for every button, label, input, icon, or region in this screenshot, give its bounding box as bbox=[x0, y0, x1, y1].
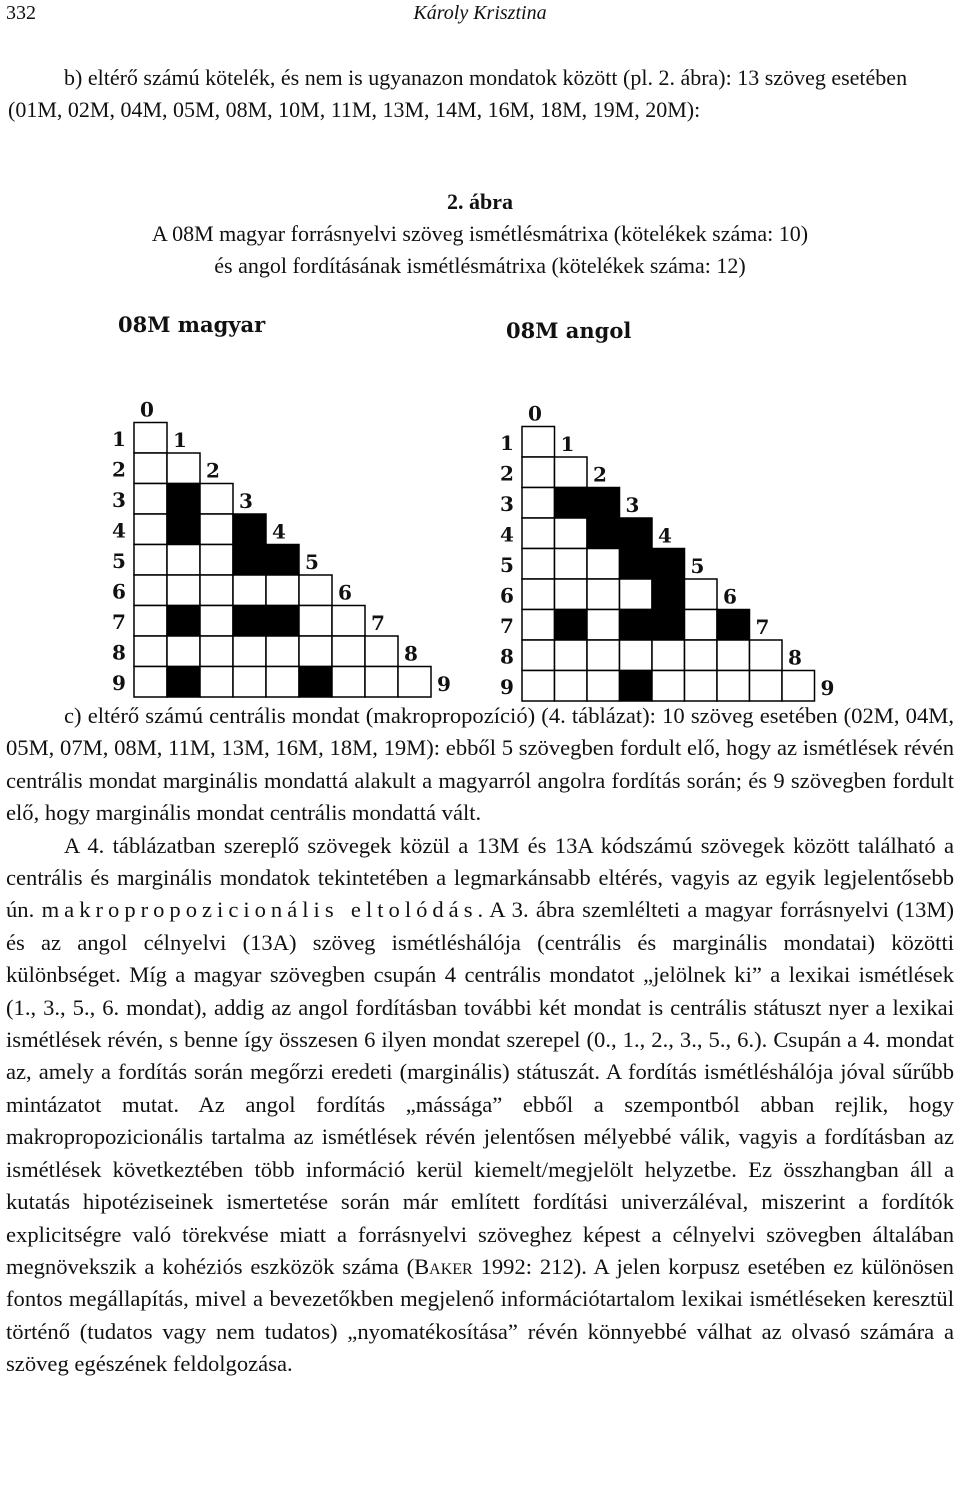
matrix-cell-empty bbox=[233, 575, 266, 606]
matrix-cell-empty bbox=[685, 671, 718, 702]
page-header bbox=[6, 2, 954, 30]
matrix-diagonal-label: 4 bbox=[658, 523, 672, 548]
matrix-panel-angol bbox=[494, 312, 854, 700]
matrix-cell-filled bbox=[233, 545, 266, 576]
matrix-cell-filled bbox=[167, 514, 200, 545]
matrix-cell-empty bbox=[266, 575, 299, 606]
matrix-cell-filled bbox=[620, 671, 653, 702]
matrix-cell-empty bbox=[587, 671, 620, 702]
matrix-cell-empty bbox=[134, 484, 167, 515]
repetition-matrix-angol bbox=[494, 312, 854, 700]
matrix-diagonal-label: 2 bbox=[593, 462, 607, 487]
matrix-row-label: 1 bbox=[112, 427, 126, 451]
matrix-cell-empty bbox=[652, 671, 685, 702]
matrix-cell-filled bbox=[555, 610, 588, 641]
matrix-cell-empty bbox=[365, 636, 398, 667]
matrix-diagonal-label: 0 bbox=[140, 397, 154, 422]
matrix-diagonal-label: 9 bbox=[820, 676, 835, 700]
matrix-row-label: 2 bbox=[112, 457, 126, 482]
matrix-cell-empty bbox=[299, 636, 332, 667]
figure-caption-line-1: A 08M magyar forrásnyelvi szöveg ismétlésmátrixa (kötelékek száma: 10) bbox=[151, 221, 809, 246]
matrix-diagonal-label: 0 bbox=[528, 401, 542, 426]
matrix-cell-empty bbox=[555, 579, 588, 610]
p2-author-baker: Baker bbox=[414, 1253, 473, 1279]
matrix-cell-empty bbox=[134, 545, 167, 576]
matrix-cell-empty bbox=[522, 427, 555, 458]
paragraph-b: b) eltérő számú kötelék, és nem is ugyanazon mondatok között (pl. 2. ábra): 13 szöveg esetében (01M, 02M, 04M, 05M, 08M, 10M, 11M, 13M, 14M, 16M, 18M, 19M, 20M): bbox=[8, 65, 908, 122]
matrix-row-label: 8 bbox=[112, 640, 126, 665]
p2-spaced-term: makropropozicionális eltolódás bbox=[41, 897, 478, 923]
p2-part-c: 1992: 212). A jelen korpusz esetében ez különösen fontos megállapítás, mivel a bevezetőkben megjelenő információtartalom lexikai ismétléseken keresztül történő (tudatos vagy nem tudatos) „nyomatékosítása” révén könnyebbé válhat az olvasó számára a szöveg egészének feldolgozása. bbox=[6, 1253, 954, 1377]
matrix-cell-filled bbox=[620, 610, 653, 641]
matrix-diagonal-label: 7 bbox=[371, 611, 385, 635]
matrix-cell-empty bbox=[685, 640, 718, 671]
matrix-cell-filled bbox=[620, 518, 653, 549]
matrix-cell-empty bbox=[750, 671, 783, 702]
matrix-row-label: 5 bbox=[500, 553, 514, 577]
matrix-cell-empty bbox=[522, 610, 555, 641]
matrix-diagonal-label: 3 bbox=[625, 493, 640, 517]
matrix-diagonal-label: 6 bbox=[338, 580, 352, 605]
matrix-cell-empty bbox=[266, 667, 299, 698]
matrix-cell-empty bbox=[717, 640, 750, 671]
page-number: 332 bbox=[6, 2, 36, 24]
matrix-cell-empty bbox=[587, 640, 620, 671]
matrix-cell-empty bbox=[750, 640, 783, 671]
matrix-diagonal-label: 1 bbox=[560, 432, 575, 456]
matrix-row-label: 3 bbox=[112, 488, 126, 512]
matrix-cell-filled bbox=[266, 545, 299, 576]
matrix-cell-empty bbox=[200, 575, 233, 606]
matrix-row-label: 2 bbox=[500, 461, 514, 486]
matrix-row-label: 7 bbox=[112, 610, 126, 634]
matrix-cell-empty bbox=[233, 667, 266, 698]
matrix-cell-filled bbox=[717, 610, 750, 641]
matrix-cell-filled bbox=[652, 549, 685, 580]
matrix-cell-empty bbox=[717, 671, 750, 702]
figure-number: 2. ábra bbox=[447, 189, 513, 214]
matrix-cell-empty bbox=[555, 640, 588, 671]
matrix-diagonal-label: 8 bbox=[788, 645, 802, 670]
matrix-cell-empty bbox=[620, 640, 653, 671]
matrix-cell-filled bbox=[167, 667, 200, 698]
matrix-cell-empty bbox=[200, 606, 233, 637]
matrix-cell-filled bbox=[652, 579, 685, 610]
matrix-cell-empty bbox=[522, 640, 555, 671]
matrix-cell-filled bbox=[167, 484, 200, 515]
matrix-diagonal-label: 5 bbox=[305, 550, 319, 574]
matrix-row-label: 1 bbox=[500, 431, 514, 455]
matrix-cell-empty bbox=[587, 549, 620, 580]
matrix-cell-empty bbox=[620, 579, 653, 610]
matrix-cell-empty bbox=[200, 667, 233, 698]
matrix-cell-empty bbox=[200, 514, 233, 545]
matrix-panel-magyar bbox=[110, 308, 470, 696]
matrix-cell-empty bbox=[522, 488, 555, 519]
matrix-diagonal-label: 3 bbox=[239, 489, 253, 513]
matrix-row-label: 4 bbox=[112, 518, 126, 543]
matrix-cell-empty bbox=[332, 636, 365, 667]
p2-part-a: A 4. táblázatban szereplő szövegek közül a 13M és 13A kódszámú szövegek között található a centrális és marginális mondatok tekintetében a legmarkánsabb eltérés, vagyis az egyik legjelentősebb ún. bbox=[6, 832, 954, 923]
matrix-cell-empty bbox=[167, 453, 200, 484]
matrix-cell-filled bbox=[555, 488, 588, 519]
matrix-row-label: 4 bbox=[500, 522, 514, 547]
matrix-diagonal-label: 6 bbox=[723, 584, 737, 609]
matrix-row-label: 7 bbox=[500, 614, 514, 638]
matrix-row-label: 8 bbox=[500, 644, 514, 669]
matrix-cell-filled bbox=[620, 549, 653, 580]
matrix-row-label: 3 bbox=[500, 492, 514, 516]
matrix-cell-filled bbox=[652, 610, 685, 641]
matrix-cell-empty bbox=[587, 579, 620, 610]
matrix-cell-filled bbox=[233, 606, 266, 637]
matrix-cell-empty bbox=[200, 545, 233, 576]
paragraph-2 bbox=[6, 830, 954, 1381]
matrix-cell-empty bbox=[299, 575, 332, 606]
matrix-cell-empty bbox=[365, 667, 398, 698]
matrix-diagonal-label: 5 bbox=[690, 554, 705, 578]
matrix-row-label: 9 bbox=[500, 675, 514, 699]
matrix-cell-empty bbox=[587, 610, 620, 641]
matrix-cell-empty bbox=[685, 610, 718, 641]
matrix-cell-empty bbox=[522, 671, 555, 702]
matrix-cell-empty bbox=[332, 606, 365, 637]
matrix-diagonal-label: 2 bbox=[206, 458, 220, 483]
matrix-diagonal-label: 9 bbox=[437, 672, 451, 696]
matrix-cell-empty bbox=[167, 636, 200, 667]
matrix-cell-empty bbox=[555, 518, 588, 549]
body-text bbox=[6, 700, 954, 1381]
matrix-title-magyar: 08M magyar bbox=[118, 312, 266, 337]
matrix-cell-empty bbox=[200, 484, 233, 515]
matrix-row-label: 5 bbox=[112, 549, 126, 573]
matrix-cell-empty bbox=[167, 545, 200, 576]
matrix-cell-filled bbox=[167, 606, 200, 637]
matrix-diagonal-label: 7 bbox=[755, 615, 770, 639]
matrix-cell-empty bbox=[299, 606, 332, 637]
matrix-cell-empty bbox=[398, 667, 431, 698]
matrix-cell-empty bbox=[233, 636, 266, 667]
matrix-title-angol: 08M angol bbox=[506, 318, 632, 343]
p2-part-b: . A 3. ábra szemlélteti a magyar forrásnyelvi (13M) és az angol célnyelvi (13A) szöveg ismétléshálója (centrális és marginális mondatai) közötti különbséget. Míg a magyar szövegben csupán 4 centrális mondatot „jelölnek ki” a lexikai ismétlések (1., 3., 5., 6. mondat), addig az angol fordításban további két mondat is centrális státuszt nyer a lexikai ismétlések révén, s benne így összesen 6 ilyen mondat szerepel (0., 1., 2., 3., 5., 6.). Csupán a 4. mondat az, amely a fordítás során megőrzi eredeti (marginális) státuszát. A fordítás ismétléshálója jóval sűrűbb mintázatot mutat. Az angol fordítás „mássága” ebből a szempontból abban rejlik, hogy makropropozicionális tartalma az ismétlések révén jelentősen mélyebbé válik, vagyis a fordításban az ismétlések következtében több információ kerül kiemelt/megjelölt helyzetbe. Ez összhangban áll a kutatás hipotéziseinek ismertetése során már említett fordítási univerzáléval, miszerint a fordítók explicitségre való törekvése miatt a forrásnyelvi szöveghez képest a célnyelvi szövegben általában megnövekszik a kohéziós eszközök száma ( bbox=[6, 897, 954, 1279]
matrix-cell-filled bbox=[587, 518, 620, 549]
matrix-cell-filled bbox=[299, 667, 332, 698]
matrix-row-label: 9 bbox=[112, 671, 126, 695]
matrix-cell-empty bbox=[652, 640, 685, 671]
running-head: Károly Krisztina bbox=[413, 2, 547, 24]
matrix-cell-empty bbox=[134, 514, 167, 545]
matrix-cell-empty bbox=[134, 575, 167, 606]
figure-caption-line-2: és angol fordításának ismétlésmátrixa (kötelékek száma: 12) bbox=[214, 253, 746, 278]
matrix-row-label: 6 bbox=[500, 583, 514, 608]
matrix-cell-empty bbox=[522, 549, 555, 580]
repetition-matrix-magyar bbox=[110, 308, 470, 696]
matrix-cell-empty bbox=[522, 518, 555, 549]
matrix-cell-filled bbox=[233, 514, 266, 545]
matrix-cell-empty bbox=[555, 671, 588, 702]
matrix-cell-empty bbox=[685, 579, 718, 610]
matrix-diagonal-label: 4 bbox=[272, 519, 286, 544]
matrix-cell-empty bbox=[167, 575, 200, 606]
figure-caption bbox=[40, 186, 920, 282]
matrix-diagonal-label: 8 bbox=[404, 641, 418, 666]
matrix-cell-empty bbox=[200, 636, 233, 667]
matrix-row-label: 6 bbox=[112, 579, 126, 604]
matrix-cell-empty bbox=[522, 457, 555, 488]
paragraph-c: c) eltérő számú centrális mondat (makropropozíció) (4. táblázat): 10 szöveg esetében (02M, 04M, 05M, 07M, 08M, 11M, 13M, 16M, 18M, 19M): ebből 5 szövegben fordult elő, hogy az ismétlések révén centrális mondat marginális mondattá alakult a magyarról angolra fordítás során; és 9 szövegben fordult elő, hogy marginális mondat centrális mondattá vált. bbox=[6, 703, 954, 826]
matrix-cell-empty bbox=[555, 549, 588, 580]
matrix-cell-empty bbox=[522, 579, 555, 610]
matrix-cell-empty bbox=[266, 636, 299, 667]
matrix-cell-empty bbox=[134, 667, 167, 698]
matrix-cell-empty bbox=[555, 457, 588, 488]
matrix-cell-filled bbox=[587, 488, 620, 519]
matrix-cell-empty bbox=[134, 423, 167, 454]
matrix-cell-filled bbox=[266, 606, 299, 637]
matrix-cell-empty bbox=[332, 667, 365, 698]
matrix-cell-empty bbox=[782, 671, 815, 702]
matrix-cell-empty bbox=[134, 606, 167, 637]
matrix-diagonal-label: 1 bbox=[173, 428, 187, 452]
matrix-cell-empty bbox=[134, 636, 167, 667]
matrix-cell-empty bbox=[134, 453, 167, 484]
